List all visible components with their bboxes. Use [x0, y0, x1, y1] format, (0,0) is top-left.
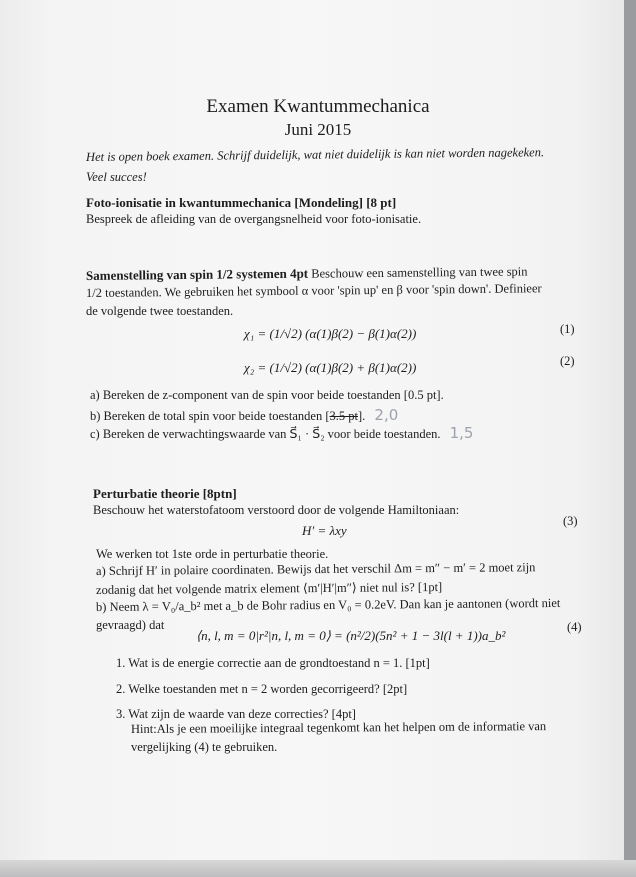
equation-2-number: (2): [560, 354, 575, 368]
section2-item-a: a) Bereken de z-component van de spin voor beide toestanden [0.5 pt].: [90, 388, 444, 402]
section2-intro: Beschouw een samenstelling van twee spin: [308, 264, 528, 281]
section1-body: Bespreek de afleiding van de overgangsnelheid voor foto-ionisatie.: [86, 212, 422, 226]
section3-line-6: gevraagd) dat: [96, 618, 165, 632]
section1-heading: Foto-ionisatie in kwantummechanica [Mondeling] [8 pt]: [86, 195, 397, 210]
section2-item-c: [90, 424, 473, 442]
section3-line-4: zodanig dat het volgende matrix element ⟨m′|H′|m″⟩ niet nul is? [1pt]: [95, 579, 443, 597]
section2-heading: Samenstelling van spin 1/2 systemen 4pt: [85, 265, 309, 283]
equation-3-number: (3): [563, 514, 578, 528]
question-1: 1. Wat is de energie correctie aan de grondtoestand n = 1. [1pt]: [116, 656, 430, 670]
section3-line-2: We werken tot 1ste orde in perturbatie theorie.: [96, 547, 329, 561]
equation-3: H′ = λxy: [302, 523, 347, 538]
section3-heading: Perturbatie theorie [8ptn]: [93, 486, 237, 501]
scan-bottom-shadow: [0, 860, 636, 877]
hint-line-1: Hint:Als je een moeilijke integraal tegenkomt kan het helpen om de informatie van: [130, 719, 547, 736]
exam-date: Juni 2015: [284, 120, 352, 139]
question-2: 2. Welke toestanden met n = 2 worden gecorrigeerd? [2pt]: [116, 682, 408, 696]
item-b-end: ].: [358, 409, 366, 423]
section2-first-line: [86, 263, 528, 284]
section2-line-2: 1/2 toestanden. We gebruiken het symbool α voor 'spin up' en β voor 'spin down'. Definieer: [85, 281, 542, 300]
item-b-text: b) Bereken de total spin voor beide toestanden [: [90, 409, 330, 423]
section3-line-3: a) Schrijf H′ in polaire coordinaten. Bewijs dat het verschil Δm = m″ − m′ = 2 moet zijn: [95, 560, 536, 578]
equation-1-number: (1): [560, 322, 575, 336]
hint-line-2: vergelijking (4) te gebruiken.: [131, 740, 278, 754]
item-c-text: c) Bereken de verwachtingswaarde van S⃗₁ · S⃗₂ voor beide toestanden.: [90, 427, 441, 441]
section3-line-5: b) Neem λ = V₀/a_b² met a_b de Bohr radius en V₀ = 0.2eV. Dan kan je aantonen (wordt niet: [95, 595, 561, 614]
equation-4: ⟨n, l, m = 0|r²|n, l, m = 0⟩ = (n²/2)(5n² + 1 − 3l(l + 1))a_b²: [196, 628, 506, 643]
section3-line-1: Beschouw het waterstofatoom verstoord door de volgende Hamiltoniaan:: [93, 503, 460, 517]
equation-1: χ₁ = (1/√2) (α(1)β(2) − β(1)α(2)): [244, 326, 417, 341]
equation-2: χ₂ = (1/√2) (α(1)β(2) + β(1)α(2)): [244, 360, 417, 375]
equation-4-number: (4): [567, 620, 582, 634]
scan-edge: [624, 0, 636, 877]
handwritten-points-c: 1,5: [449, 424, 474, 442]
question-3: 3. Wat zijn de waarde van deze correcties? [4pt]: [116, 707, 356, 721]
item-b-struck-points: 3.5 pt: [329, 409, 358, 423]
section2-line-3: de volgende twee toestanden.: [86, 304, 234, 318]
exam-title: Examen Kwantummechanica: [206, 96, 430, 117]
section2-item-b: [90, 406, 398, 424]
instructions-line-2: Veel succes!: [86, 170, 147, 184]
handwritten-points-b: 2,0: [374, 406, 399, 424]
instructions-line-1: Het is open boek examen. Schrijf duidelijk, wat niet duidelijk is kan niet worden nagekeken.: [85, 145, 545, 164]
